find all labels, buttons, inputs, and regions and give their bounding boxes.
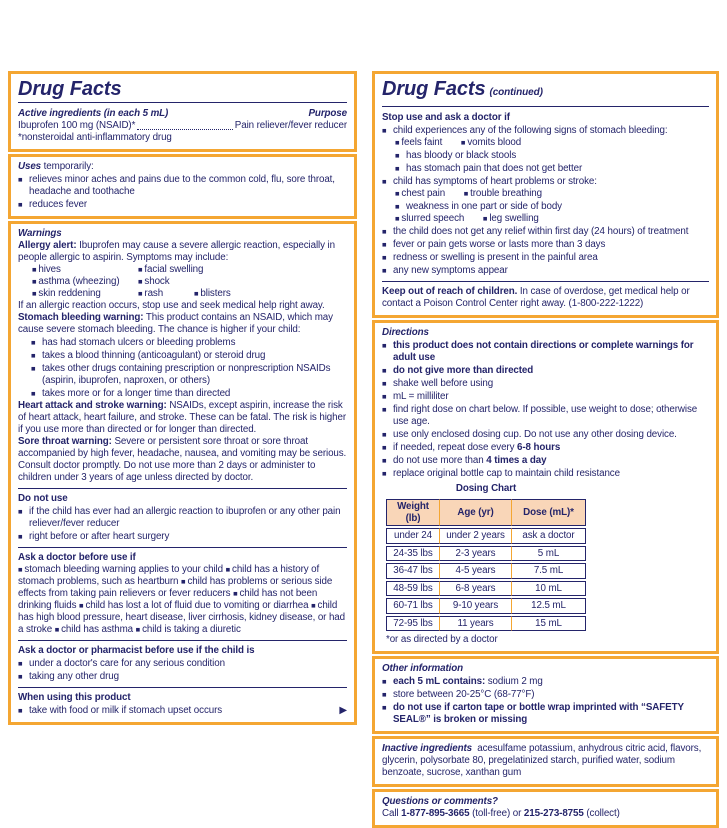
bullet-item: ■ takes other drugs containing prescription or nonprescription NSAIDs (aspirin, ibuprofen, naproxen, or others) bbox=[31, 363, 347, 387]
questions-phone-line: Call 1-877-895-3665 (toll-free) or 215-273-8755 (collect) bbox=[382, 808, 620, 819]
active-ingredients-box bbox=[8, 71, 357, 152]
table-header-cell: Age (yr) bbox=[440, 499, 512, 526]
ask-doctor-heading: Ask a doctor before use if bbox=[18, 552, 136, 563]
inactive-ingredients-box bbox=[372, 736, 719, 787]
bullet-item: ■ replace original bottle cap to maintain child resistance bbox=[382, 468, 709, 480]
table-cell: 24-35 lbs bbox=[386, 546, 440, 562]
continued-label: (continued) bbox=[489, 87, 543, 98]
bullet-item: ■ find right dose on chart below. If possible, use weight to dose; otherwise use age. bbox=[382, 404, 709, 428]
bullet-item: ■ has bloody or black stools bbox=[395, 150, 709, 162]
bullet-item: ■ each 5 mL contains: sodium 2 mg bbox=[382, 676, 709, 688]
sub-bullet-row bbox=[395, 137, 709, 149]
table-cell: 6-8 years bbox=[440, 581, 512, 597]
title-divider bbox=[18, 102, 347, 103]
dosing-chart-title: Dosing Chart bbox=[455, 483, 517, 494]
bullet-item: ■ reduces fever bbox=[18, 199, 347, 211]
table-row bbox=[386, 528, 586, 544]
drug-facts-panel-right bbox=[372, 71, 719, 828]
questions-heading: Questions or comments? bbox=[382, 796, 498, 807]
active-ingredient-name: Ibuprofen 100 mg (NSAID)* bbox=[18, 120, 136, 131]
table-cell: 15 mL bbox=[512, 616, 586, 632]
symptom-item: ■ blisters bbox=[194, 288, 231, 299]
bullet-item: ■ child is taking a diuretic bbox=[136, 624, 241, 635]
table-cell: 10 mL bbox=[512, 581, 586, 597]
keep-out-lead: Keep out of reach of children. bbox=[382, 286, 518, 297]
drug-facts-title: Drug Facts bbox=[18, 78, 122, 100]
table-cell: 5 mL bbox=[512, 546, 586, 562]
bullet-item: ■ stomach bleeding warning applies to your child bbox=[18, 564, 223, 575]
bullet-item: ■ child has lost a lot of fluid due to vomiting or diarrhea bbox=[79, 600, 308, 611]
table-cell: 60-71 lbs bbox=[386, 598, 440, 614]
table-cell: 4-5 years bbox=[440, 563, 512, 579]
bullet-item: ■ use only enclosed dosing cup. Do not use any other dosing device. bbox=[382, 429, 709, 441]
bullet-item: ■ store between 20-25°C (68-77°F) bbox=[382, 689, 709, 701]
bullet-item: ■ slurred speech bbox=[395, 213, 464, 224]
directions-box bbox=[372, 320, 719, 654]
drug-facts-continued-title: Drug Facts (continued) bbox=[382, 78, 543, 100]
stomach-warning-text: This product contains an NSAID, which may cause severe stomach bleeding. The chance is higher if your child: bbox=[18, 312, 333, 335]
symptom-item: ■ asthma (wheezing) bbox=[32, 276, 138, 288]
table-row bbox=[386, 598, 586, 614]
table-cell: ask a doctor bbox=[512, 528, 586, 544]
bullet-item: ■ this product does not contain directions or complete warnings for adult use bbox=[382, 340, 709, 364]
sore-throat-text: Severe or persistent sore throat or sore throat accompanied by high fever, headache, nausea, and vomiting may be serious. Consult doctor promptly. Do not use more than 2 days or administer to children under 3 years of age unless directed by doctor. bbox=[18, 436, 347, 483]
section-divider bbox=[18, 640, 347, 641]
dosing-chart-footnote: *or as directed by a doctor bbox=[386, 634, 498, 645]
bullet-item: ■ child has high blood pressure, heart disease, liver cirrhosis, kidney disease, or had a stroke bbox=[18, 600, 345, 635]
bullet-item: ■ any new symptoms appear bbox=[382, 265, 709, 277]
table-row bbox=[386, 546, 586, 562]
bullet-item: ■ child has problems or serious side effects from taking pain relievers or fever reducers bbox=[18, 576, 332, 599]
table-cell: 72-95 lbs bbox=[386, 616, 440, 632]
table-cell: 12.5 mL bbox=[512, 598, 586, 614]
continuation-arrow-icon: ■ ▶ bbox=[339, 705, 347, 716]
bullet-item: ■ do not use if carton tape or bottle wrap imprinted with “SAFETY SEAL®” is broken or missing bbox=[382, 702, 709, 726]
other-information-box bbox=[372, 656, 719, 734]
table-cell: under 2 years bbox=[440, 528, 512, 544]
ask-pharmacist-heading: Ask a doctor or pharmacist before use if the child is bbox=[18, 645, 255, 656]
bullet-item: ■ weakness in one part or side of body bbox=[395, 201, 709, 213]
bullet-item: ■ redness or swelling is present in the painful area bbox=[382, 252, 709, 264]
when-using-heading: When using this product bbox=[18, 692, 131, 703]
table-row bbox=[386, 581, 586, 597]
bullet-item: ■ takes more or for a longer time than directed bbox=[31, 388, 347, 400]
sore-throat-lead: Sore throat warning: bbox=[18, 436, 112, 447]
bullet-item: ■ do not give more than directed bbox=[382, 365, 709, 377]
heart-warning-lead: Heart attack and stroke warning: bbox=[18, 400, 167, 411]
sub-bullet-row bbox=[395, 213, 709, 225]
heart-warning-text: NSAIDs, except aspirin, increase the risk of heart attack, heart failure, and stroke. These can be fatal. The risk is higher if you use more than directed or for longer than directed. bbox=[18, 400, 346, 435]
other-information-heading: Other information bbox=[382, 663, 464, 674]
bullet-item: ■ takes a blood thinning (anticoagulant) or steroid drug bbox=[31, 350, 347, 362]
bullet-item: ■ mL = milliliter bbox=[382, 391, 709, 403]
bullet-item: ■ child has a history of stomach problems, such as heartburn bbox=[18, 564, 319, 587]
allergy-alert-text: Ibuprofen may cause a severe allergic reaction, especially in people allergic to aspirin. Symptoms may include: bbox=[18, 240, 335, 263]
bullet-item: ■ leg swelling bbox=[483, 213, 539, 224]
dotted-leader bbox=[137, 129, 233, 130]
allergy-symptom-grid bbox=[32, 264, 347, 300]
table-cell: 48-59 lbs bbox=[386, 581, 440, 597]
collect-phone-number: 215-273-8755 bbox=[523, 808, 584, 819]
bullet-item: ■ if needed, repeat dose every 6-8 hours bbox=[382, 442, 709, 454]
section-divider bbox=[18, 488, 347, 489]
bullet-item: ■ taking any other drug bbox=[18, 671, 347, 683]
bullet-item: ■ chest pain bbox=[395, 188, 445, 199]
symptom-item: ■ rash bbox=[138, 288, 194, 300]
keep-out-text: In case of overdose, get medical help or contact a Poison Control Center right away. (1-800-222-1222) bbox=[382, 286, 690, 309]
stop-use-heading: Stop use and ask a doctor if bbox=[382, 112, 510, 123]
table-cell: 36-47 lbs bbox=[386, 563, 440, 579]
table-cell: 2-3 years bbox=[440, 546, 512, 562]
bullet-item: ■ trouble breathing bbox=[464, 188, 542, 199]
symptom-item: ■ facial swelling bbox=[138, 264, 203, 275]
dosing-chart bbox=[386, 483, 586, 646]
sub-bullet-row bbox=[395, 188, 709, 200]
bullet-item: ■ has stomach pain that does not get better bbox=[395, 163, 709, 175]
do-not-use-heading: Do not use bbox=[18, 493, 68, 504]
uses-heading: Uses bbox=[18, 161, 42, 172]
table-cell: 11 years bbox=[440, 616, 512, 632]
bullet-item: ■ shake well before using bbox=[382, 378, 709, 390]
bullet-item: ■ vomits blood bbox=[461, 137, 521, 148]
directions-heading: Directions bbox=[382, 327, 429, 338]
allergy-alert-lead: Allergy alert: bbox=[18, 240, 77, 251]
table-cell: 9-10 years bbox=[440, 598, 512, 614]
dosing-chart-table bbox=[386, 497, 586, 633]
symptom-item: ■ shock bbox=[138, 276, 170, 287]
questions-box bbox=[372, 789, 719, 828]
tollfree-phone-number: 1-877-895-3665 bbox=[401, 808, 470, 819]
bullet-item: ■ relieves minor aches and pains due to the common cold, flu, sore throat, headache and toothache bbox=[18, 174, 347, 198]
uses-heading-suffix: temporarily: bbox=[43, 161, 94, 172]
inactive-ingredients-text: acesulfame potassium, anhydrous citric acid, flavors, glycerin, polysorbate 80, pregelatinized starch, purified water, sodium benzoate, sucrose, xanthan gum bbox=[382, 743, 702, 778]
stomach-warning-lead: Stomach bleeding warning: bbox=[18, 312, 144, 323]
bullet-item: ■ child has not been drinking fluids bbox=[18, 588, 317, 611]
bullet-item: ■ has had stomach ulcers or bleeding problems bbox=[31, 337, 347, 349]
active-ingredients-heading: Active ingredients (in each 5 mL) bbox=[18, 108, 169, 119]
nsaid-footnote: *nonsteroidal anti-inflammatory drug bbox=[18, 132, 172, 143]
drug-facts-panel-left bbox=[8, 71, 357, 725]
bullet-item: ■ do not use more than 4 times a day bbox=[382, 455, 709, 467]
table-cell: 7.5 mL bbox=[512, 563, 586, 579]
table-row bbox=[386, 563, 586, 579]
section-divider bbox=[18, 547, 347, 548]
stop-use-box bbox=[372, 71, 719, 318]
bullet-item: ■ the child does not get any relief within first day (24 hours) of treatment bbox=[382, 226, 709, 238]
table-cell: under 24 bbox=[386, 528, 440, 544]
bullet-item: ■ fever or pain gets worse or lasts more than 3 days bbox=[382, 239, 709, 251]
uses-box bbox=[8, 154, 357, 219]
bullet-item: ■ child has asthma bbox=[55, 624, 133, 635]
ask-doctor-items bbox=[18, 564, 347, 636]
title-divider bbox=[382, 106, 709, 107]
warnings-heading: Warnings bbox=[18, 228, 62, 239]
bullet-item: ■ if the child has ever had an allergic reaction to ibuprofen or any other pain reliever/fever reducer bbox=[18, 506, 347, 530]
inactive-ingredients bbox=[382, 743, 709, 779]
bullet-item: ■ feels faint bbox=[395, 137, 442, 148]
table-row bbox=[386, 616, 586, 632]
warnings-box bbox=[8, 221, 357, 725]
allergy-followup: If an allergic reaction occurs, stop use and seek medical help right away. bbox=[18, 300, 325, 311]
purpose-heading: Purpose bbox=[308, 108, 347, 119]
section-divider bbox=[382, 281, 709, 282]
section-divider bbox=[18, 687, 347, 688]
bullet-item: ■ child experiences any of the following signs of stomach bleeding: bbox=[382, 125, 709, 137]
inactive-ingredients-heading: Inactive ingredients bbox=[382, 743, 473, 754]
bullet-item: ■ right before or after heart surgery bbox=[18, 531, 347, 543]
purpose-value: Pain reliever/fever reducer bbox=[234, 120, 347, 131]
bullet-item: ■ under a doctor's care for any serious condition bbox=[18, 658, 347, 670]
bullet-item: ■ child has symptoms of heart problems or stroke: bbox=[382, 176, 709, 188]
bullet-item: ■ ▶ take with food or milk if stomach upset occurs bbox=[18, 705, 347, 717]
table-header-row bbox=[386, 499, 586, 526]
table-header-cell: Weight (lb) bbox=[386, 499, 440, 526]
symptom-item: ■ hives bbox=[32, 264, 138, 276]
symptom-item: ■ skin reddening bbox=[32, 288, 138, 300]
table-header-cell: Dose (mL)* bbox=[512, 499, 586, 526]
